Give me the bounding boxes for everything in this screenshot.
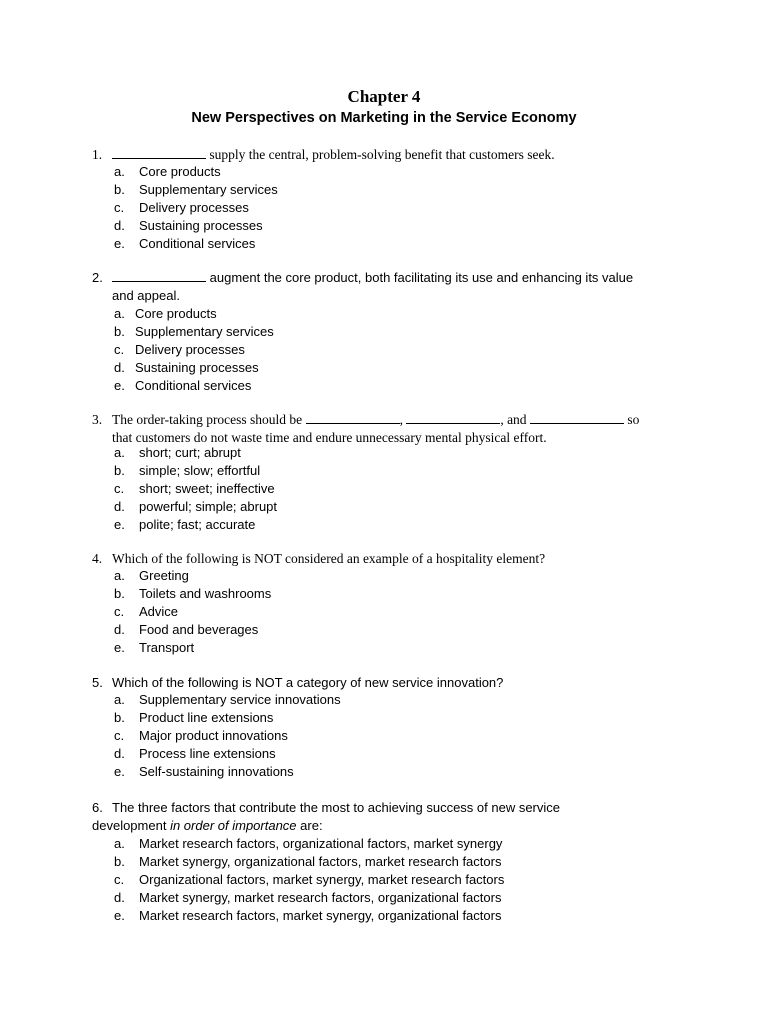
question-text-continued: and appeal. <box>112 288 180 303</box>
question-text: supply the central, problem-solving benefit that customers seek. <box>112 146 555 164</box>
question-number: 4. <box>92 551 103 566</box>
question-text: Which of the following is NOT considered an example of a hospitality element? <box>112 551 546 566</box>
answer-blank <box>112 269 206 282</box>
question-text-continued: that customers do not waste time and endure unnecessary mental physical effort. <box>112 430 547 445</box>
answer-blank <box>406 411 500 424</box>
chapter-heading: Chapter 4 <box>347 87 421 106</box>
question-text: The order-taking process should be , , and so <box>112 412 640 427</box>
answer-blank <box>112 146 206 159</box>
question-number: 2. <box>92 270 103 285</box>
question-text: Which of the following is NOT a category of new service innovation? <box>112 675 504 690</box>
question-text: The three factors that contribute the most to achieving success of new service <box>112 800 560 815</box>
question-number: 5. <box>92 675 103 690</box>
document-page: Chapter 4 New Perspectives on Marketing in the Service Economy 1. supply the central, problem-solving benefit that customers seek. a. Core products b. Supplementary services c. Delivery processes d. Sustaining processes e. Conditional services 2. augment the core product, both facilitating its use and enhancing its value and appeal. a. Core products b. Supplementary services c. Delivery processes d. Sustaining processes e. Conditional services 3. The order-taking process should be , , and so that customers do not waste time and endure unnecessary mental physical effort. a. short; curt; abrupt b. simple; slow; effortful c. short; sweet; ineffective d. powerful; simple; abrupt e. polite; fast; accurate 4. Which of the following is NOT considered an example of a hospitality element? a. Greeting b. Toilets and washrooms c. Advice d. Food and beverages e. Transport 5. Which of the following is NOT a category of new service innovation? a. Supplementary service innovations b. Product line extensions c. Major product innovations d. Process line extensions e. Self-sustaining innovations 6. The three factors that contribute the most to achieving success of new service development in order of importance are: a. Market research factors, organizational factors, market synergy b. Market synergy, organizational factors, market research factors c. Organizational factors, market synergy, market research factors d. Market synergy, market research factors, organizational factors e. Market research factors, market synergy, organizational factors <box>0 0 768 1024</box>
answer-blank <box>530 411 624 424</box>
chapter-subtitle: New Perspectives on Marketing in the Service Economy <box>191 110 577 126</box>
question-text-continued: development in order of importance are: <box>92 818 323 833</box>
question-number: 3. <box>92 412 103 427</box>
question-number: 1. <box>92 147 103 162</box>
answer-blank <box>306 411 400 424</box>
question-number: 6. <box>92 800 103 815</box>
emphasis-text: in order of importance <box>170 818 297 833</box>
question-text: augment the core product, both facilitating its use and enhancing its value <box>112 269 633 287</box>
